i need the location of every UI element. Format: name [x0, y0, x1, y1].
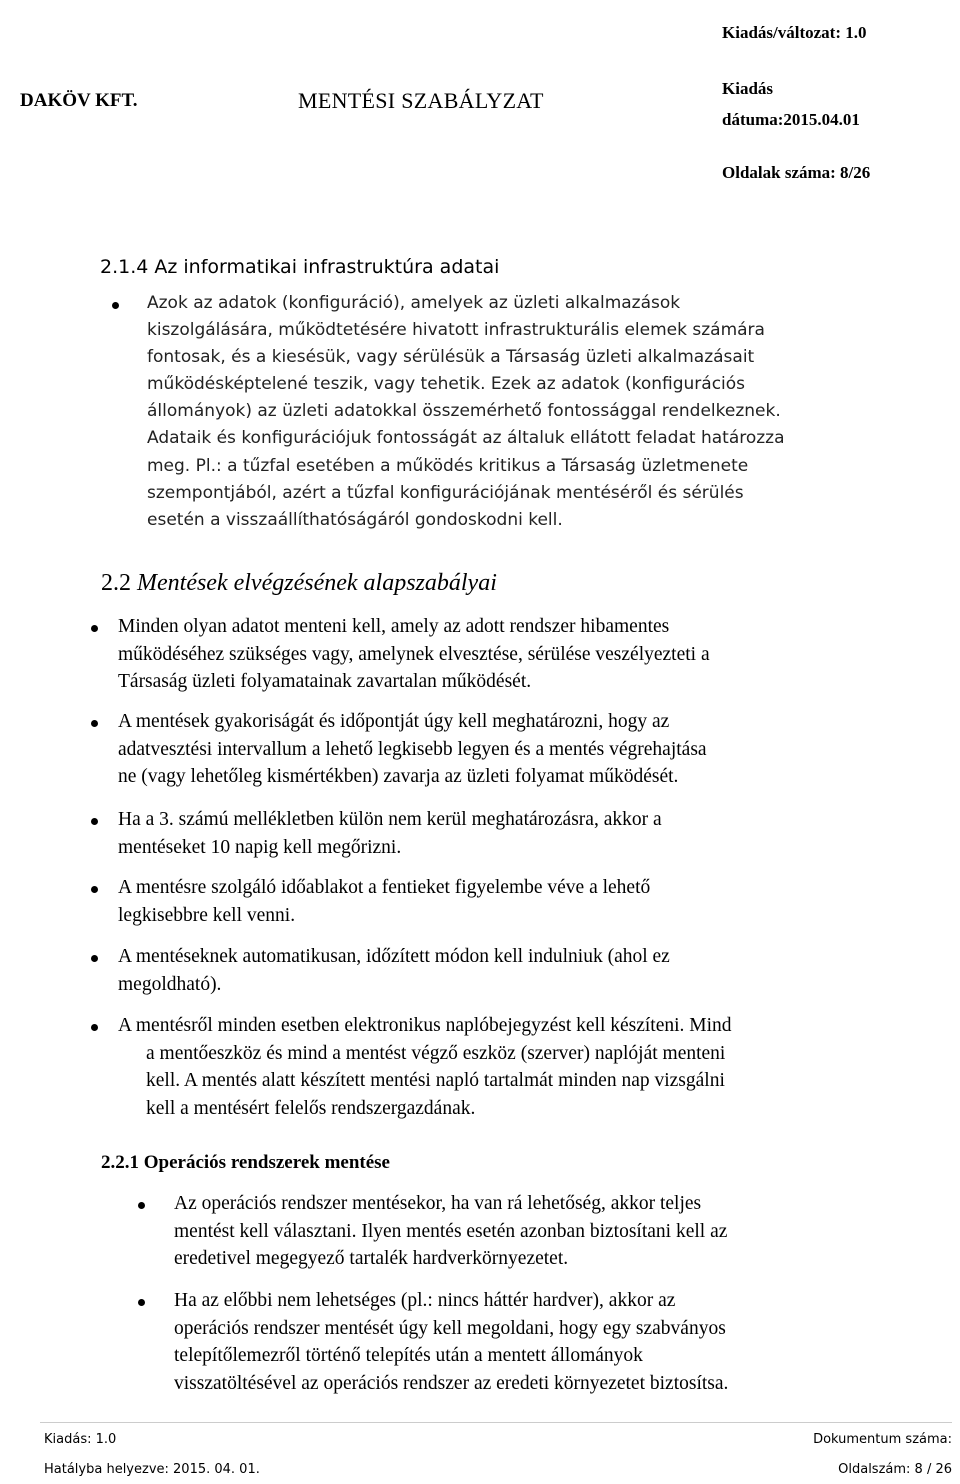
section-heading-2-2-1: 2.2.1 Operációs rendszerek mentése [101, 1152, 390, 1173]
bullet-icon [91, 1024, 98, 1031]
footer-effective-date: Hatályba helyezve: 2015. 04. 01. [44, 1462, 260, 1477]
bullet-icon [91, 625, 98, 632]
bullet-icon [91, 955, 98, 962]
paragraph-infrastructure: Azok az adatok (konfiguráció), amelyek az üzleti alkalmazások kiszolgálására, működtetésére hivatott infrastrukturális elemek számára fontosak, és a kiesésük, vagy sérülésük a Társaság üzleti alkalmazásait működésképtelené teszik, vagy tehetik. Ezek az adatok (konfigurációs állományok) az üzleti adatokkal összemérhető fontossággal rendelkeznek. Adataik és konfigurációjuk fontosságát az általuk ellátott feladat határozza meg. Pl.: a tűzfal esetében a működés kritikus a Társaság üzletmenete szempontjából, azért a tűzfal konfigurációjának mentéséről és sérülés esetén a visszaállíthatóságáról gondoskodni kell. [147, 293, 785, 530]
footer-divider [40, 1422, 952, 1423]
issue-label: Kiadás [722, 79, 774, 98]
section-heading-2-2 [101, 570, 497, 597]
bullet-icon [91, 818, 98, 825]
bullet-icon [112, 302, 119, 309]
version-label: Kiadás/változat: 1.0 [722, 23, 867, 42]
document-page: DAKÖV KFT. MENTÉSI SZABÁLYZAT Kiadás/változat: 1.0 Kiadás dátuma:2015.04.01 Oldalak száma: 8/26 2.1.4 Az informatikai infrastruktúra adatai Azok az adatok (konfiguráció), amelyek az üzleti alkalmazások kiszolgálására, működtetésére hivatott infrastrukturális elemek számára fontosak, és a kiesésük, vagy sérülésük a Társaság üzleti alkalmazásait működésképtelené teszik, vagy tehetik. Ezek az adatok (konfigurációs állományok) az üzleti adatokkal összemérhető fontossággal rendelkeznek. Adataik és konfigurációjuk fontosságát az általuk ellátott feladat határozza meg. Pl.: a tűzfal esetében a működés kritikus a Társaság üzletmenete szempontjából, azért a tűzfal konfigurációjának mentéséről és sérülés esetén a visszaállíthatóságáról gondoskodni kell. 2.2 Mentések elvégzésének alapszabályai Minden olyan adatot menteni kell, amely az adott rendszer hibamentes működéséhez szükséges vagy, amelynek elvesztése, sérülése veszélyezteti a Társaság üzleti folyamatainak zavartalan működését. A mentések gyakoriságát és időpontját úgy kell meghatározni, hogy az adatvesztési intervallum a lehető legkisebb legyen és a mentés végrehajtása ne (vagy lehetőleg kismértékben) zavarja az üzleti folyamat működését. Ha a 3. számú mellékletben külön nem kerül meghatározásra, akkor a mentéseket 10 napig kell megőrizni. A mentésre szolgáló időablakot a fentieket figyelembe véve a lehető legkisebbre kell venni. A mentéseknek automatikusan, időzített módon kell indulniuk (ahol ez megoldható). A mentésről minden esetben elektronikus naplóbejegyzést kell készíteni. Mind a mentőeszköz és mind a mentést végző eszköz (szerver) naplóját menteni kell. A mentés alatt készített mentési napló tartalmát minden nap vizsgálni kell a mentésért felelős rendszergazdának. 2.2.1 Operációs rendszerek mentése Az operációs rendszer mentésekor, ha van rá lehetőség, akkor teljes mentést kell választani. Ilyen mentés esetén azonban biztosítani kell az eredetivel megegyező tartalék hardverkörnyezetet. Ha az előbbi nem lehetséges (pl.: nincs háttér hardver), akkor az operációs rendszer mentését úgy kell megoldani, hogy egy szabványos telepítőlemezről történő telepítés után a mentett állományok visszatöltésével az operációs rendszer az eredeti környezetet biztosítsa. Kiadás: 1.0 Hatályba helyezve: 2015. 04. 01. Dokumentum száma: Oldalszám: 8 / 26 [20, 23, 952, 1477]
bullet-icon [91, 720, 98, 727]
footer-page-number: Oldalszám: 8 / 26 [838, 1462, 952, 1477]
section-number: 2.2 [101, 570, 131, 596]
bullet-icon [138, 1202, 145, 1209]
company-name: DAKÖV KFT. [20, 90, 138, 111]
footer-version: Kiadás: 1.0 [44, 1432, 117, 1447]
footer-document-number: Dokumentum száma: [813, 1432, 952, 1447]
page-count: Oldalak száma: 8/26 [722, 163, 871, 182]
bullet-icon [138, 1299, 145, 1306]
issue-date: dátuma:2015.04.01 [722, 110, 860, 129]
bullet-icon [91, 886, 98, 893]
section-heading-2-1-4: 2.1.4 Az informatikai infrastruktúra adatai [100, 256, 500, 278]
document-title: MENTÉSI SZABÁLYZAT [298, 88, 544, 113]
section-title: Mentések elvégzésének alapszabályai [137, 570, 497, 596]
